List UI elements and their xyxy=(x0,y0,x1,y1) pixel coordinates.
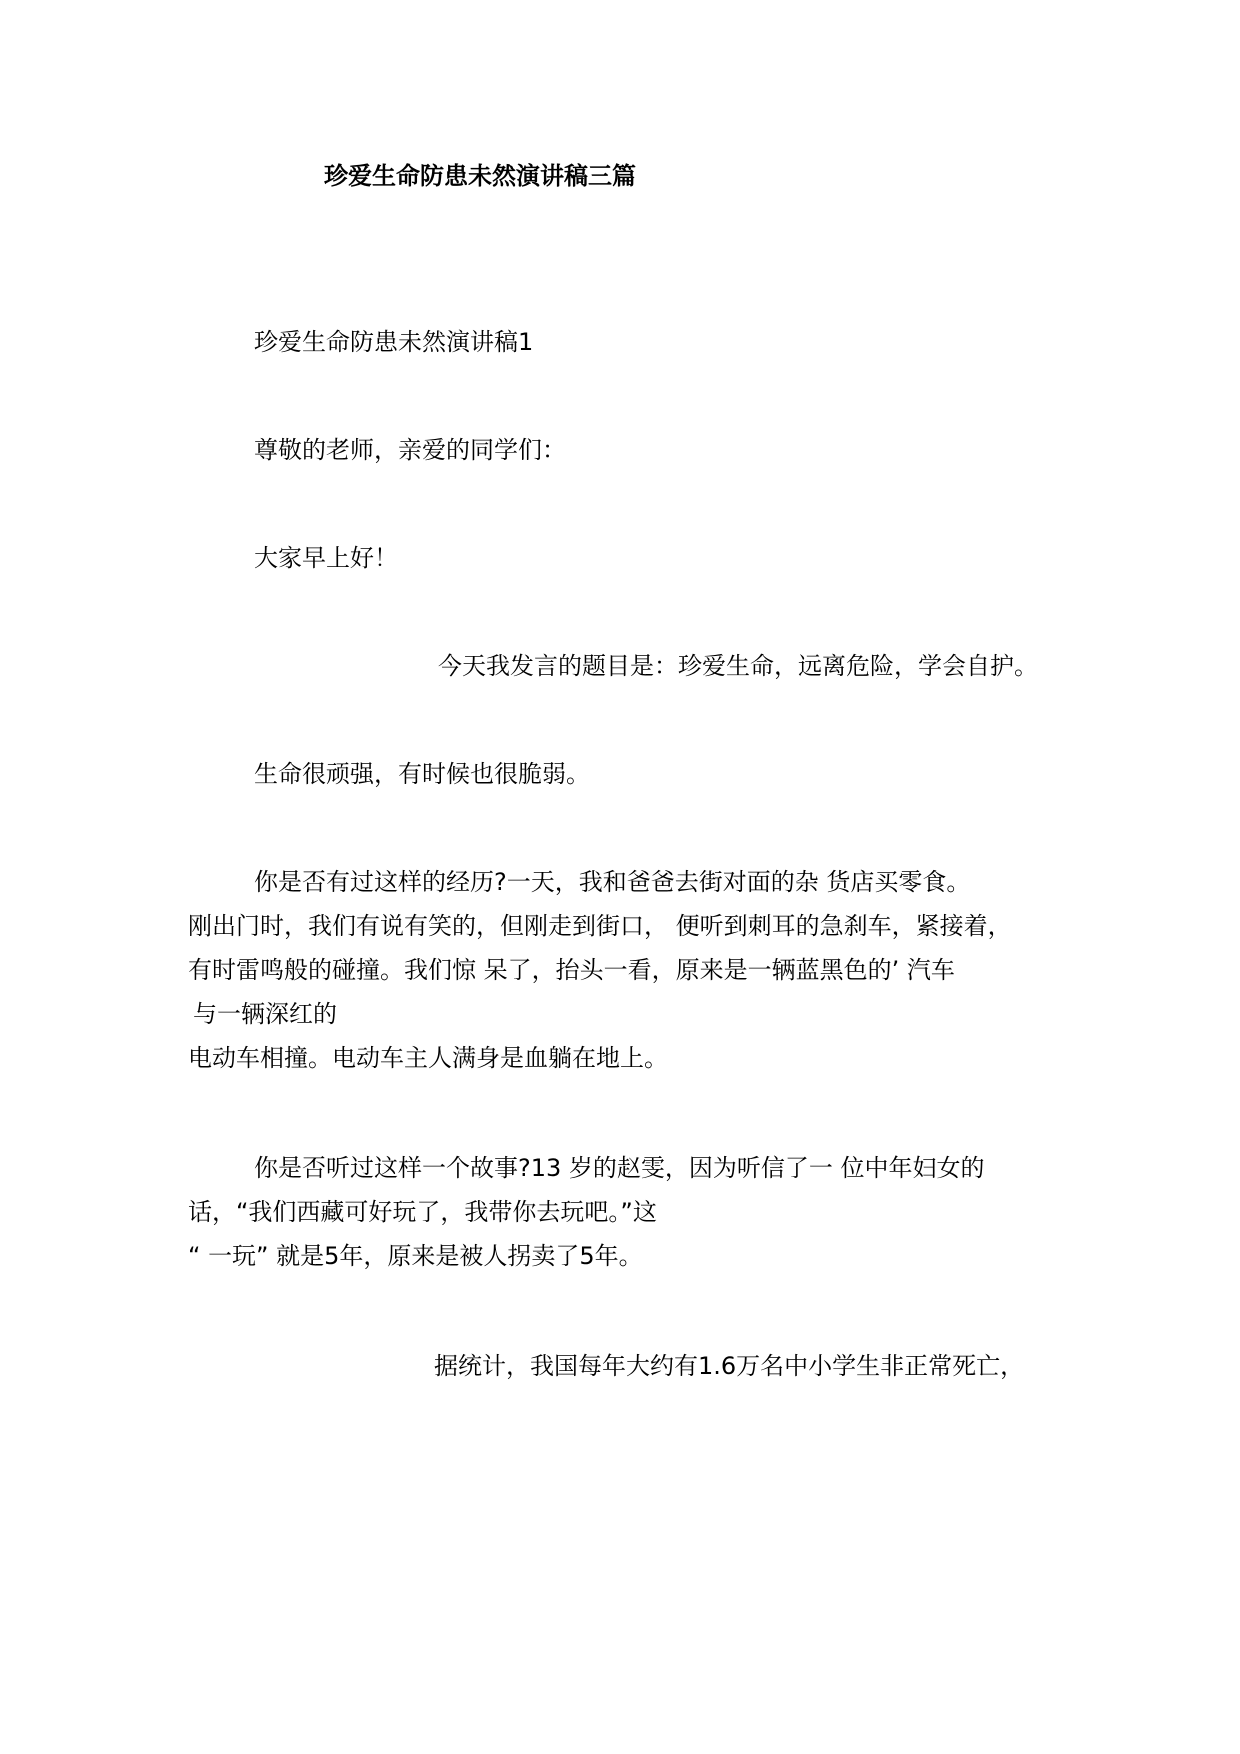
paragraph-experience-line: 与一辆深红的 xyxy=(193,1000,337,1028)
paragraph-story-line: “ 一玩” 就是5年，原来是被人拐卖了5年。 xyxy=(188,1242,643,1270)
paragraph-story-line: 话，“我们西藏可好玩了，我带你去玩吧。”这 xyxy=(188,1198,657,1226)
topic-line: 今天我发言的题目是：珍爱生命，远离危险，学会自护。 xyxy=(438,652,1038,680)
paragraph-experience-line: 电动车相撞。电动车主人满身是血躺在地上。 xyxy=(188,1044,668,1072)
document-title: 珍爱生命防患未然演讲稿三篇 xyxy=(324,162,636,190)
paragraph-experience-line: 你是否有过这样的经历?一天，我和爸爸去街对面的杂 货店买零食。 xyxy=(254,868,971,896)
salutation: 尊敬的老师，亲爱的同学们： xyxy=(254,436,566,464)
paragraph-experience-line: 刚出门时，我们有说有笑的，但刚走到街口， 便听到刺耳的急刹车，紧接着， xyxy=(188,912,1012,940)
greeting: 大家早上好！ xyxy=(254,544,398,572)
section-heading: 珍爱生命防患未然演讲稿1 xyxy=(254,328,534,356)
paragraph-experience-line: 有时雷鸣般的碰撞。我们惊 呆了，抬头一看，原来是一辆蓝黑色的’ 汽车 xyxy=(188,956,955,984)
paragraph-story-line: 你是否听过这样一个故事?13 岁的赵雯，因为听信了一 位中年妇女的 xyxy=(254,1154,985,1182)
paragraph-statistics: 据统计，我国每年大约有1.6万名中小学生非正常死亡， xyxy=(434,1352,1025,1380)
paragraph-fragile: 生命很顽强，有时候也很脆弱。 xyxy=(254,760,590,788)
